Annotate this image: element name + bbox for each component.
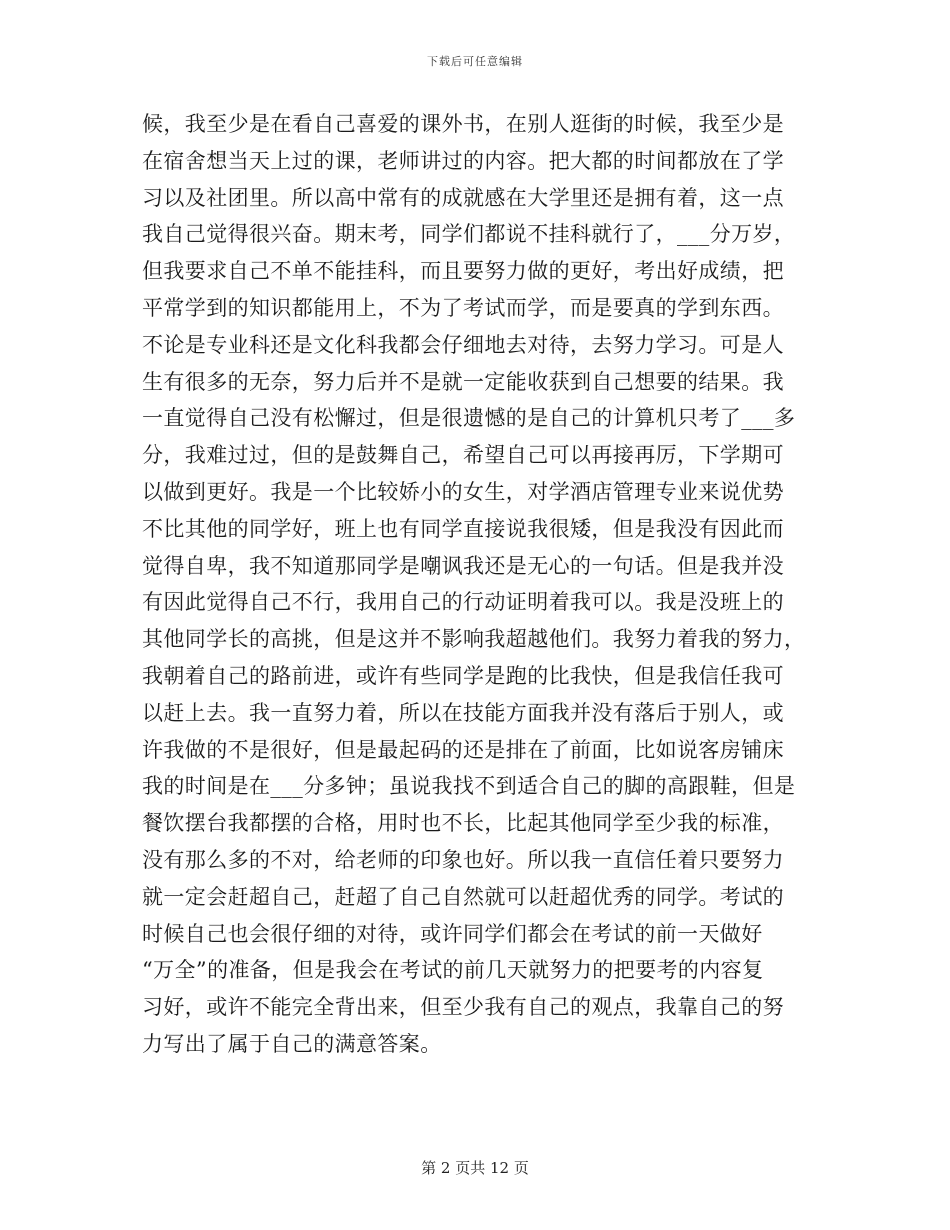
page-number: 第 2 页共 12 页 (421, 1159, 529, 1177)
text-line: 生有很多的无奈，努力后并不是就一定能收获到自己想要的结果。我 (142, 369, 784, 394)
text-line: 一直觉得自己没有松懈过，但是很遗憾的是自己的计算机只考了___多 (142, 406, 796, 431)
text-line: 平常学到的知识都能用上，不为了考试而学，而是要真的学到东西。 (142, 295, 784, 320)
text-line: 觉得自卑，我不知道那同学是嘲讽我还是无心的一句话。但是我并没 (142, 553, 784, 578)
text-line: 餐饮摆台我都摆的合格，用时也不长，比起其他同学至少我的标准， (142, 811, 784, 836)
text-line: 习以及社团里。所以高中常有的成就感在大学里还是拥有着，这一点 (142, 185, 784, 210)
text-line: 力写出了属于自己的满意答案。 (142, 1031, 442, 1056)
page-header: 下载后可任意编辑 (427, 55, 523, 68)
text-line: 其他同学长的高挑，但是这并不影响我超越他们。我努力着我的努力， (142, 627, 806, 652)
text-line: 习好，或许不能完全背出来，但至少我有自己的观点，我靠自己的努 (142, 995, 784, 1020)
text-line: 时候自己也会很仔细的对待，或许同学们都会在考试的前一天做好 (142, 921, 763, 946)
text-line: 就一定会赶超自己，赶超了自己自然就可以赶超优秀的同学。考试的 (142, 884, 784, 909)
text-line: 我朝着自己的路前进，或许有些同学是跑的比我快，但是我信任我可 (142, 663, 784, 688)
text-line: 许我做的不是很好，但是最起码的还是排在了前面，比如说客房铺床 (142, 737, 784, 762)
text-line: “万全”的准备，但是我会在考试的前几天就努力的把要考的内容复 (142, 958, 764, 983)
text-line: 以赶上去。我一直努力着，所以在技能方面我并没有落后于别人，或 (142, 700, 784, 725)
text-line: 有因此觉得自己不行，我用自己的行动证明着我可以。我是没班上的 (142, 590, 784, 615)
text-line: 不比其他的同学好，班上也有同学直接说我很矮，但是我没有因此而 (142, 516, 784, 541)
text-line: 我自己觉得很兴奋。期末考，同学们都说不挂科就行了，___分万岁， (142, 222, 796, 247)
text-line: 分，我难过过，但的是鼓舞自己，希望自己可以再接再厉，下学期可 (142, 443, 784, 468)
text-line: 我的时间是在___分多钟；虽说我找不到适合自己的脚的高跟鞋，但是 (142, 774, 796, 799)
text-line: 在宿舍想当天上过的课，老师讲过的内容。把大都的时间都放在了学 (142, 148, 784, 173)
body-text (142, 106, 810, 1063)
text-line: 没有那么多的不对，给老师的印象也好。所以我一直信任着只要努力 (142, 847, 784, 872)
text-line: 以做到更好。我是一个比较娇小的女生，对学酒店管理专业来说优势 (142, 479, 784, 504)
text-line: 不论是专业科还是文化科我都会仔细地去对待，去努力学习。可是人 (142, 332, 784, 357)
text-line: 候，我至少是在看自己喜爱的课外书，在别人逛街的时候，我至少是 (142, 112, 784, 136)
text-line: 但我要求自己不单不能挂科，而且要努力做的更好，考出好成绩，把 (142, 259, 784, 284)
